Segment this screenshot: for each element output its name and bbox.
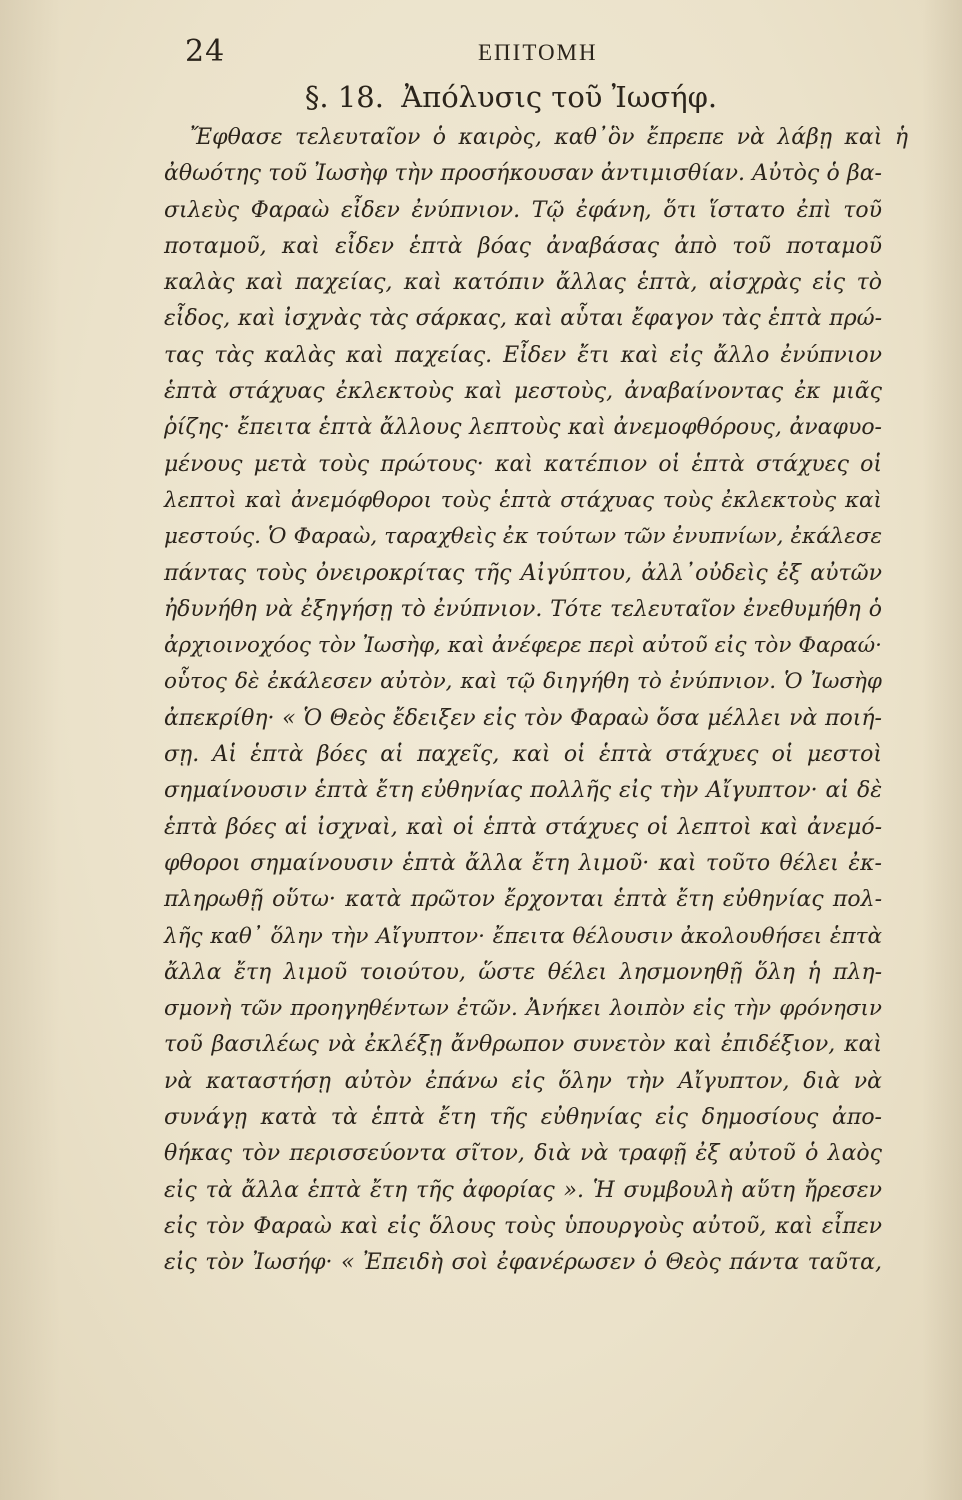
text-line: μένους μετὰ τοὺς πρώτους· καὶ κατέπιον οἱ ἑπτὰ στάχυες οἱ — [164, 451, 882, 477]
section-number: §. 18. — [304, 80, 384, 114]
page-number: 24 — [185, 34, 226, 69]
text-line: σῃ. Αἱ ἑπτὰ βόες αἱ παχεῖς, καὶ οἱ ἑπτὰ στάχυες οἱ μεστοὶ — [164, 742, 882, 768]
running-title: ΕΠΙΤΟΜΗ — [478, 40, 598, 65]
text-line — [164, 1282, 882, 1318]
body-text — [164, 120, 908, 1318]
section-heading — [0, 80, 962, 114]
text-line: φθοροι σημαίνουσιν ἑπτὰ ἄλλα ἔτη λιμοῦ· καὶ τοῦτο θέλει ἐκ- — [164, 850, 882, 876]
text-line: καλὰς καὶ παχείας, καὶ κατόπιν ἄλλας ἑπτὰ, αἰσχρὰς εἰς τὸ — [164, 270, 882, 296]
text-line: εἰς τὰ ἄλλα ἑπτὰ ἔτη τῆς ἀφορίας ». Ἡ συμβουλὴ αὕτη ἤρεσεν — [164, 1177, 882, 1203]
page-edge-shadow — [922, 0, 962, 1500]
text-line: σμονὴ τῶν προηγηθέντων ἐτῶν. Ἀνήκει λοιπὸν εἰς τὴν φρόνησιν — [164, 996, 882, 1022]
text-line: εἰς τὸν Φαραὼ καὶ εἰς ὅλους τοὺς ὑπουργοὺς αὐτοῦ, καὶ εἶπεν — [164, 1213, 882, 1239]
text-line: εἰς τὸν Ἰωσήφ· « Ἐπειδὴ σοὶ ἐφανέρωσεν ὁ Θεὸς πάντα ταῦτα, — [164, 1250, 882, 1276]
text-line: ἀπεκρίθη· « Ὁ Θεὸς ἔδειξεν εἰς τὸν Φαραὼ ὅσα μέλλει νὰ ποιή- — [164, 705, 882, 731]
text-line: συνάγῃ κατὰ τὰ ἑπτὰ ἔτη τῆς εὐθηνίας εἰς δημοσίους ἀπο- — [164, 1105, 882, 1131]
text-line: ἑπτὰ στάχυας ἐκλεκτοὺς καὶ μεστοὺς, ἀναβαίνοντας ἐκ μιᾶς — [164, 379, 882, 405]
page-gutter-shadow — [0, 0, 60, 1500]
text-line: ἠδυνήθη νὰ ἐξηγήσῃ τὸ ἐνύπνιον. Τότε τελευταῖον ἐνεθυμήθη ὁ — [164, 596, 882, 622]
text-line: ῥίζης· ἔπειτα ἑπτὰ ἄλλους λεπτοὺς καὶ ἀνεμοφθόρους, ἀναφυο- — [164, 415, 882, 441]
text-line: θήκας τὸν περισσεύοντα σῖτον, διὰ νὰ τραφῇ ἐξ αὐτοῦ ὁ λαὸς — [164, 1141, 882, 1167]
text-line: σιλεὺς Φαραὼ εἶδεν ἐνύπνιον. Τῷ ἐφάνη, ὅτι ἵστατο ἐπὶ τοῦ — [164, 197, 882, 223]
text-line: ποταμοῦ, καὶ εἶδεν ἑπτὰ βόας ἀναβάσας ἀπὸ τοῦ ποταμοῦ — [164, 233, 882, 259]
section-title: Ἀπόλυσις τοῦ Ἰωσήφ. — [401, 80, 718, 114]
text-line: εἶδος, καὶ ἰσχνὰς τὰς σάρκας, καὶ αὗται ἔφαγον τὰς ἑπτὰ πρώ- — [164, 306, 882, 332]
text-line: λεπτοὶ καὶ ἀνεμόφθοροι τοὺς ἑπτὰ στάχυας τοὺς ἐκλεκτοὺς καὶ — [164, 487, 882, 513]
text-line: τοῦ βασιλέως νὰ ἐκλέξῃ ἄνθρωπον συνετὸν καὶ ἐπιδέξιον, καὶ — [164, 1032, 882, 1058]
text-line: μεστούς. Ὁ Φαραὼ, ταραχθεὶς ἐκ τούτων τῶν ἐνυπνίων, ἐκάλεσε — [164, 524, 882, 550]
text-line: νὰ καταστήσῃ αὐτὸν ἐπάνω εἰς ὅλην τὴν Αἴγυπτον, διὰ νὰ — [164, 1068, 882, 1094]
text-line: λῆς καθ᾽ ὅλην τὴν Αἴγυπτον· ἔπειτα θέλουσιν ἀκολουθήσει ἑπτὰ — [164, 923, 882, 949]
text-line: σημαίνουσιν ἑπτὰ ἔτη εὐθηνίας πολλῆς εἰς τὴν Αἴγυπτον· αἱ δὲ — [164, 778, 882, 804]
text-line: ἄλλα ἔτη λιμοῦ τοιούτου, ὥστε θέλει λησμονηθῇ ὅλη ἡ πλη- — [164, 959, 882, 985]
text-line: πληρωθῇ οὕτω· κατὰ πρῶτον ἔρχονται ἑπτὰ ἔτη εὐθηνίας πολ- — [164, 887, 882, 913]
text-line: ἀρχιοινοχόος τὸν Ἰωσὴφ, καὶ ἀνέφερε περὶ αὐτοῦ εἰς τὸν Φαραώ· — [164, 633, 882, 659]
text-line: οὗτος δὲ ἐκάλεσεν αὐτὸν, καὶ τῷ διηγήθη τὸ ἐνύπνιον. Ὁ Ἰωσὴφ — [164, 669, 882, 695]
text-line: ἑπτὰ βόες αἱ ἰσχναὶ, καὶ οἱ ἑπτὰ στάχυες οἱ λεπτοὶ καὶ ἀνεμό- — [164, 814, 882, 840]
text-line: τας τὰς καλὰς καὶ παχείας. Εἶδεν ἔτι καὶ εἰς ἄλλο ἐνύπνιον — [164, 342, 882, 368]
text-line: πάντας τοὺς ὀνειροκρίτας τῆς Αἰγύπτου, ἀλλ᾽οὐδεὶς ἐξ αὐτῶν — [164, 560, 882, 586]
text-line: Ἔφθασε τελευταῖον ὁ καιρὸς, καθ᾽ὃν ἔπρεπε νὰ λάβῃ καὶ ἡ — [190, 125, 908, 150]
text-line: ἀθωότης τοῦ Ἰωσὴφ τὴν προσήκουσαν ἀντιμισθίαν. Αὐτὸς ὁ βα- — [164, 161, 882, 187]
